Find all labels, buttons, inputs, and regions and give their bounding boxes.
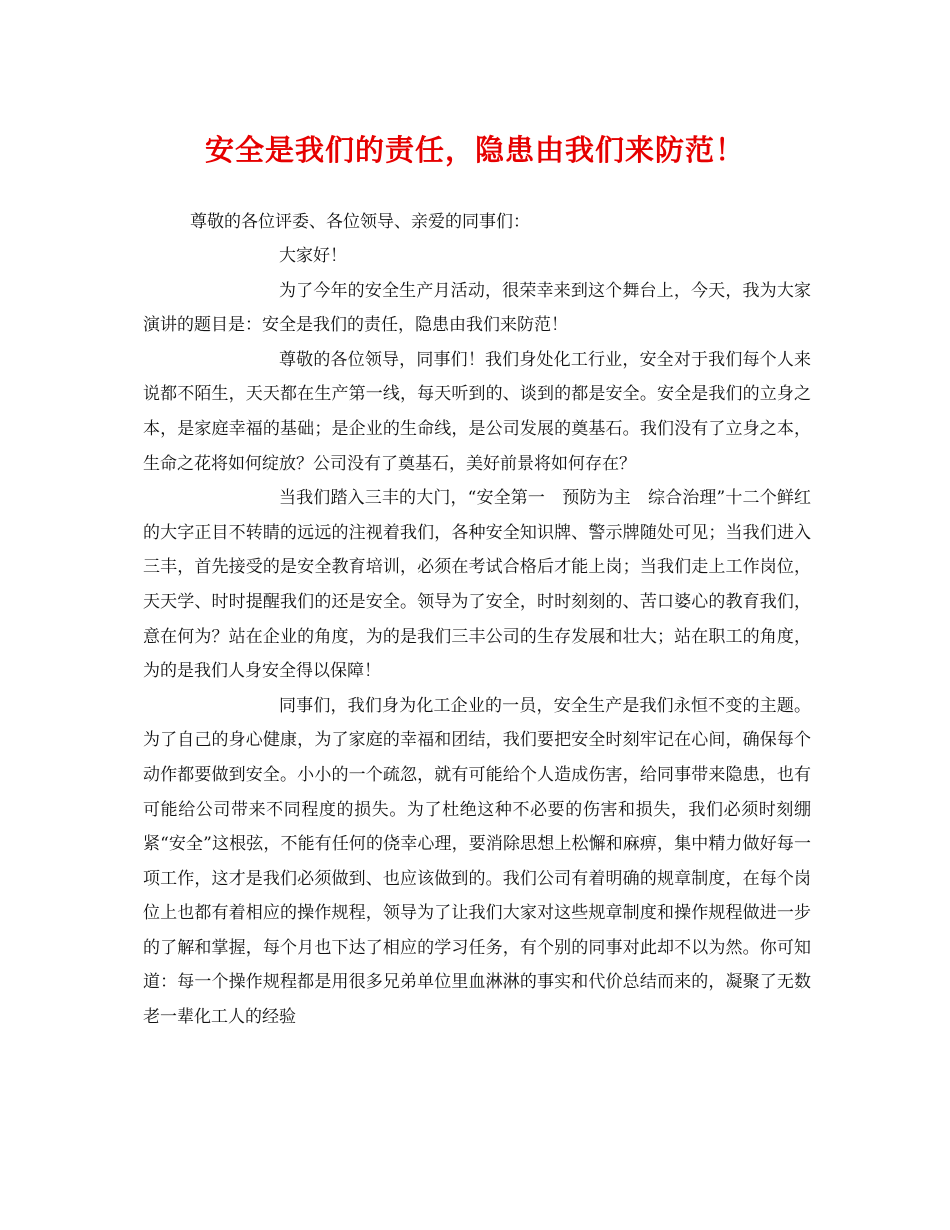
paragraph-responsibility: 同事们，我们身为化工企业的一员，安全生产是我们永恒不变的主题。为了自己的身心健康，为了家庭的幸福和团结，我们要把安全时刻牢记在心间，确保每个动作都要做到安全。小小的一个疏忽，就有可能给个人造成伤害，给同事带来隐患，也有可能给公司带来不同程度的损失。为了杜绝这种不必要的伤害和损失，我们必须时刻绷紧“安全”这根弦，不能有任何的侥幸心理，要消除思想上松懈和麻痹，集中精力做好每一项工作，这才是我们必须做到、也应该做到的。我们公司有着明确的规章制度，在每个岗位上也都有着相应的操作规程，领导为了让我们大家对这些规章制度和操作规程做进一步的了解和掌握，每个月也下达了相应的学习任务，有个别的同事对此却不以为然。你可知道：每一个操作规程都是用很多兄弟单位里血淋淋的事实和代价总结而来的，凝聚了无数老一辈化工人的经验: [143, 695, 811, 1028]
paragraph-importance: 尊敬的各位领导，同事们！我们身处化工行业，安全对于我们每个人来说都不陌生，天天都在生产第一线，每天听到的、谈到的都是安全。安全是我们的立身之本，是家庭幸福的基础；是企业的生命线，是公司发展的奠基石。我们没有了立身之本，生命之花将如何绽放？公司没有了奠基石，美好前景将如何存在？: [143, 349, 811, 474]
paragraph-greeting: 大家好！: [279, 246, 347, 266]
paragraph-company: 当我们踏入三丰的大门，“安全第一 预防为主 综合治理”十二个鲜红的大字正目不转睛的远远的注视着我们，各种安全知识牌、警示牌随处可见；当我们进入三丰，首先接受的是安全教育培训，必须在考试合格后才能上岗；当我们走上工作岗位，天天学、时时提醒我们的还是安全。领导为了安全，时时刻刻的、苦口婆心的教育我们，意在何为？站在企业的角度，为的是我们三丰公司的生存发展和壮大；站在职工的角度，为的是我们人身安全得以保障！: [143, 488, 811, 682]
paragraph-intro: 为了今年的安全生产月活动，很荣幸来到这个舞台上，今天，我为大家演讲的题目是：安全是我们的责任，隐患由我们来防范！: [143, 280, 811, 336]
salutation-line: 尊敬的各位评委、各位领导、亲爱的同事们：: [190, 212, 530, 232]
document-title: 安全是我们的责任，隐患由我们来防范！: [204, 133, 745, 167]
speech-body: [143, 239, 811, 1035]
